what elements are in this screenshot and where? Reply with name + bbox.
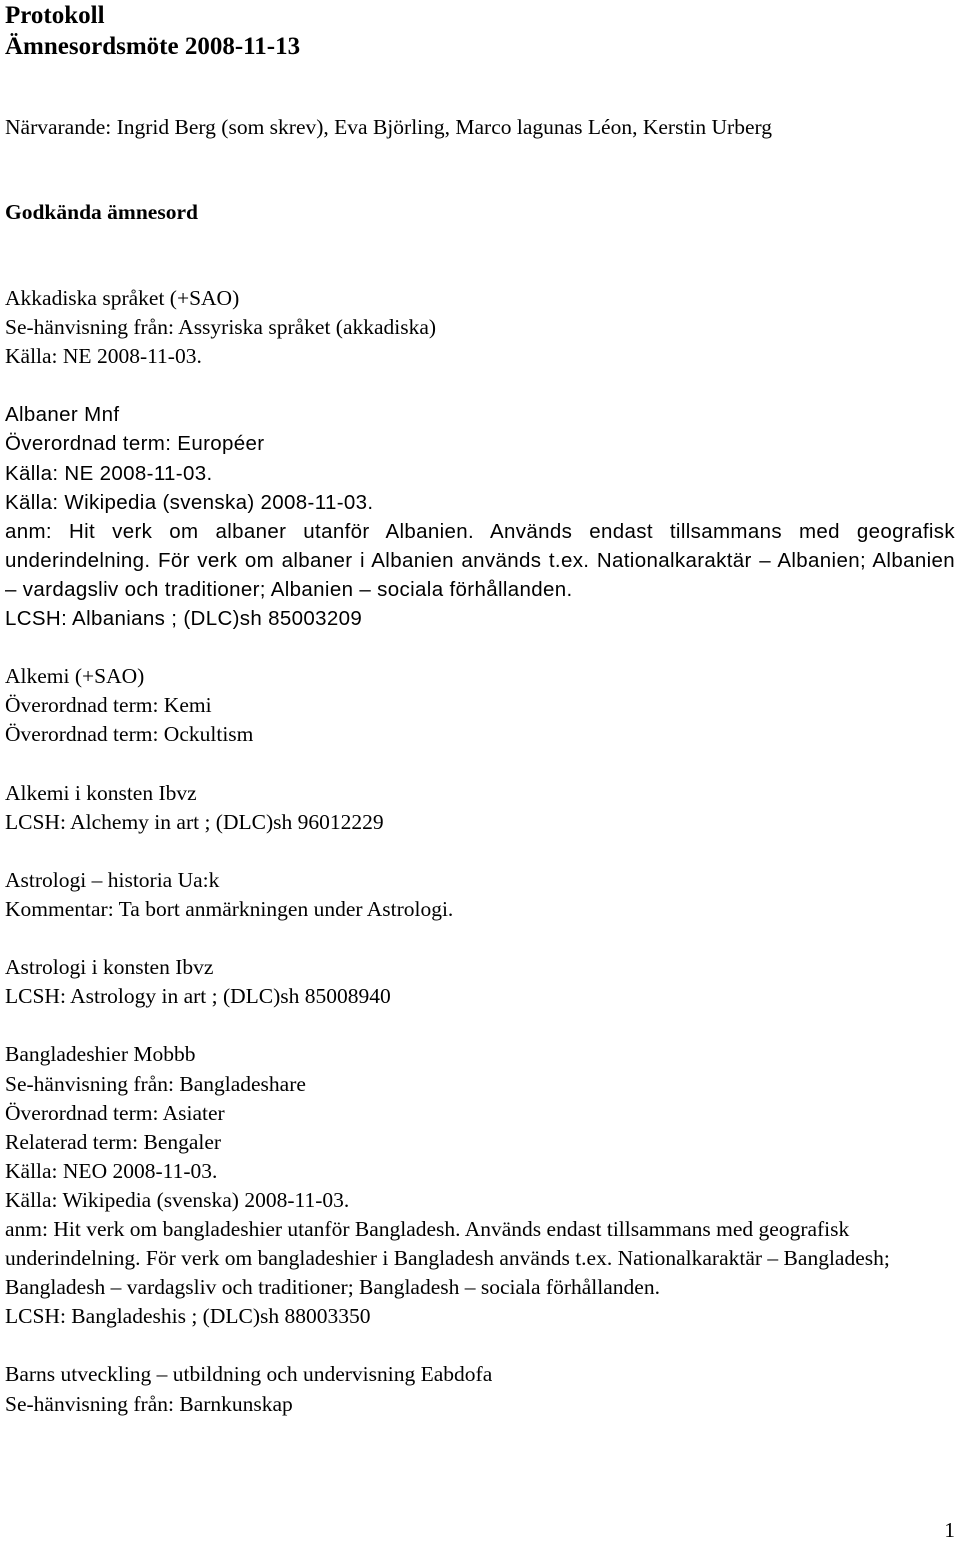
entry-line: Källa: NEO 2008-11-03.: [5, 1158, 218, 1183]
document-title: [5, 0, 955, 62]
document-page: [5, 0, 955, 1448]
entry-note: anm: Hit verk om albaner utanför Albanien. Används endast tillsammans med geografisk underindelning. För verk om albaner i Albanien används t.ex. Nationalkaraktär – Albanien; Albanien – vardagsliv och traditioner; Albanien – sociala förhållanden.: [5, 519, 955, 601]
entry-line: LCSH: Alchemy in art ; (DLC)sh 96012229: [5, 809, 384, 834]
entry-line: Överordnad term: Asiater: [5, 1100, 225, 1125]
entry-akkadiska: [5, 284, 955, 371]
entry-alkemi-i-konsten: [5, 779, 955, 837]
page-number: 1: [944, 1518, 955, 1542]
entry-line: Barns utveckling – utbildning och undervisning Eabdofa: [5, 1362, 493, 1387]
entry-line: Överordnad term: Ockultism: [5, 722, 254, 747]
entry-barns-utveckling: [5, 1360, 955, 1418]
entry-line: Se-hänvisning från: Assyriska språket (akkadiska): [5, 315, 437, 340]
entry-line: Alkemi (+SAO): [5, 664, 145, 689]
entry-line: Källa: NE 2008-11-03.: [5, 344, 202, 369]
entry-line: Astrologi – historia Ua:k: [5, 867, 220, 892]
title-line-1: Protokoll: [5, 2, 105, 29]
title-line-2: Ämnesordsmöte 2008-11-13: [5, 33, 301, 60]
entry-line: Bangladeshier Mobbb: [5, 1042, 196, 1067]
entry-line: LCSH: Astrology in art ; (DLC)sh 85008940: [5, 984, 391, 1009]
entry-alkemi: [5, 662, 955, 749]
entry-line: Astrologi i konsten Ibvz: [5, 955, 214, 980]
entry-line: Albaner Mnf: [5, 403, 120, 427]
entry-line: Överordnad term: Kemi: [5, 693, 212, 718]
entry-line: LCSH: Bangladeshis ; (DLC)sh 88003350: [5, 1304, 371, 1329]
entry-line: Akkadiska språket (+SAO): [5, 286, 240, 310]
entry-line: LCSH: Albanians ; (DLC)sh 85003209: [5, 607, 363, 631]
entry-line: Överordnad term: Européer: [5, 432, 265, 456]
entry-line: Se-hänvisning från: Bangladeshare: [5, 1071, 306, 1096]
entry-line: Källa: Wikipedia (svenska) 2008-11-03.: [5, 1187, 350, 1212]
entry-line: Se-hänvisning från: Barnkunskap: [5, 1391, 293, 1416]
section-heading: Godkända ämnesord: [5, 200, 198, 224]
entry-astrologi-historia: [5, 866, 955, 924]
attendees-line: Närvarande: Ingrid Berg (som skrev), Eva Björling, Marco lagunas Léon, Kerstin Urberg: [5, 115, 773, 139]
entry-line: Källa: NE 2008-11-03.: [5, 461, 213, 485]
entry-albaner: [5, 400, 955, 633]
entry-line: Källa: Wikipedia (svenska) 2008-11-03.: [5, 490, 374, 514]
entry-line: Alkemi i konsten Ibvz: [5, 780, 197, 805]
entry-bangladeshier: [5, 1040, 955, 1331]
entry-line: Kommentar: Ta bort anmärkningen under Astrologi.: [5, 896, 454, 921]
entry-line: Relaterad term: Bengaler: [5, 1129, 222, 1154]
entry-astrologi-i-konsten: [5, 953, 955, 1011]
entry-note: anm: Hit verk om bangladeshier utanför Bangladesh. Används endast tillsammans med geografisk underindelning. För verk om bangladeshier i Bangladesh används t.ex. Nationalkaraktär – Bangladesh; Bangladesh – vardagsliv och traditioner; Bangladesh – sociala förhållanden.: [5, 1217, 890, 1300]
entry-list: [5, 284, 955, 1419]
